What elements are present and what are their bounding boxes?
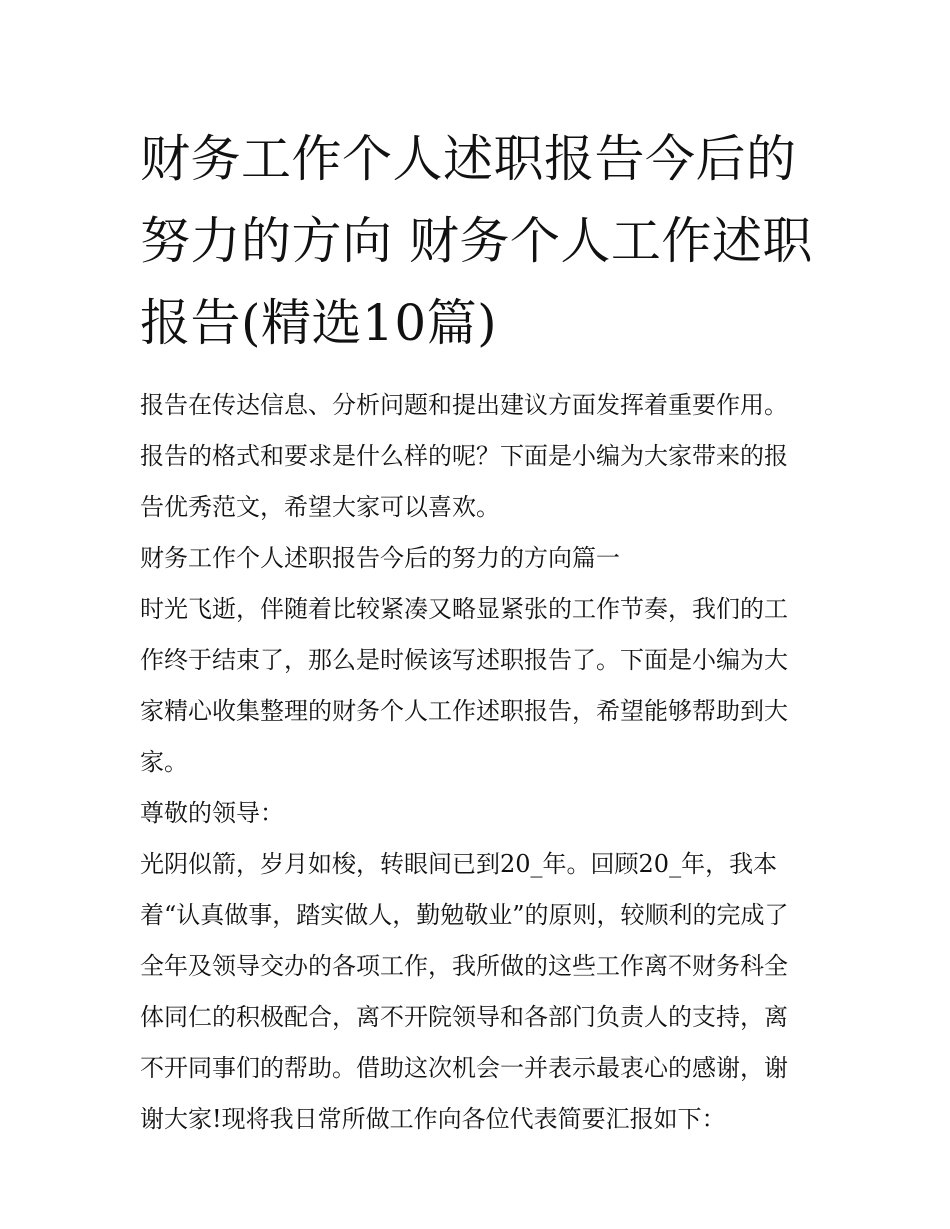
paragraph-line: 尊敬的领导： bbox=[140, 799, 284, 827]
paragraph-line: 时光飞逝，伴随着比较紧凑又略显紧张的工作节奏，我们的工 bbox=[140, 595, 788, 623]
paragraph-line: 谢大家!现将我日常所做工作向各位代表简要汇报如下： bbox=[140, 1105, 726, 1133]
paragraph-line: 家。 bbox=[140, 748, 188, 776]
paragraph-line: 告优秀范文，希望大家可以喜欢。 bbox=[140, 493, 500, 521]
salutation bbox=[140, 788, 820, 839]
paragraph-line: 报告的格式和要求是什么样的呢？下面是小编为大家带来的报 bbox=[140, 442, 788, 470]
paragraph-line: 不开同事们的帮助。借助这次机会一并表示最衷心的感谢，谢 bbox=[140, 1054, 788, 1082]
paragraph-line: 着“认真做事，踏实做人，勤勉敬业”的原则，较顺利的完成了 bbox=[140, 901, 789, 929]
body-paragraph bbox=[140, 839, 820, 1145]
document-title bbox=[140, 118, 820, 364]
paragraph-line: 家精心收集整理的财务个人工作述职报告，希望能够帮助到大 bbox=[140, 697, 788, 725]
document-page bbox=[140, 118, 820, 1145]
intro-paragraph bbox=[140, 380, 820, 533]
paragraph-line: 全年及领导交办的各项工作，我所做的这些工作离不财务科全 bbox=[140, 952, 788, 980]
section-heading bbox=[140, 533, 820, 584]
title-line: 财务工作个人述职报告今后的 bbox=[140, 130, 797, 188]
paragraph-line: 光阴似箭，岁月如梭，转眼间已到20_年。回顾20_年，我本 bbox=[140, 850, 778, 878]
paragraph-line: 体同仁的积极配合，离不开院领导和各部门负责人的支持，离 bbox=[140, 1003, 788, 1031]
document-body bbox=[140, 380, 820, 1145]
body-paragraph bbox=[140, 584, 820, 788]
title-line: 努力的方向 财务个人工作述职 bbox=[140, 212, 813, 270]
paragraph-line: 作终于结束了，那么是时候该写述职报告了。下面是小编为大 bbox=[140, 646, 788, 674]
paragraph-line: 财务工作个人述职报告今后的努力的方向篇一 bbox=[140, 544, 620, 572]
title-line: 报告(精选10篇) bbox=[140, 294, 498, 352]
paragraph-line: 报告在传达信息、分析问题和提出建议方面发挥着重要作用。 bbox=[140, 391, 788, 419]
